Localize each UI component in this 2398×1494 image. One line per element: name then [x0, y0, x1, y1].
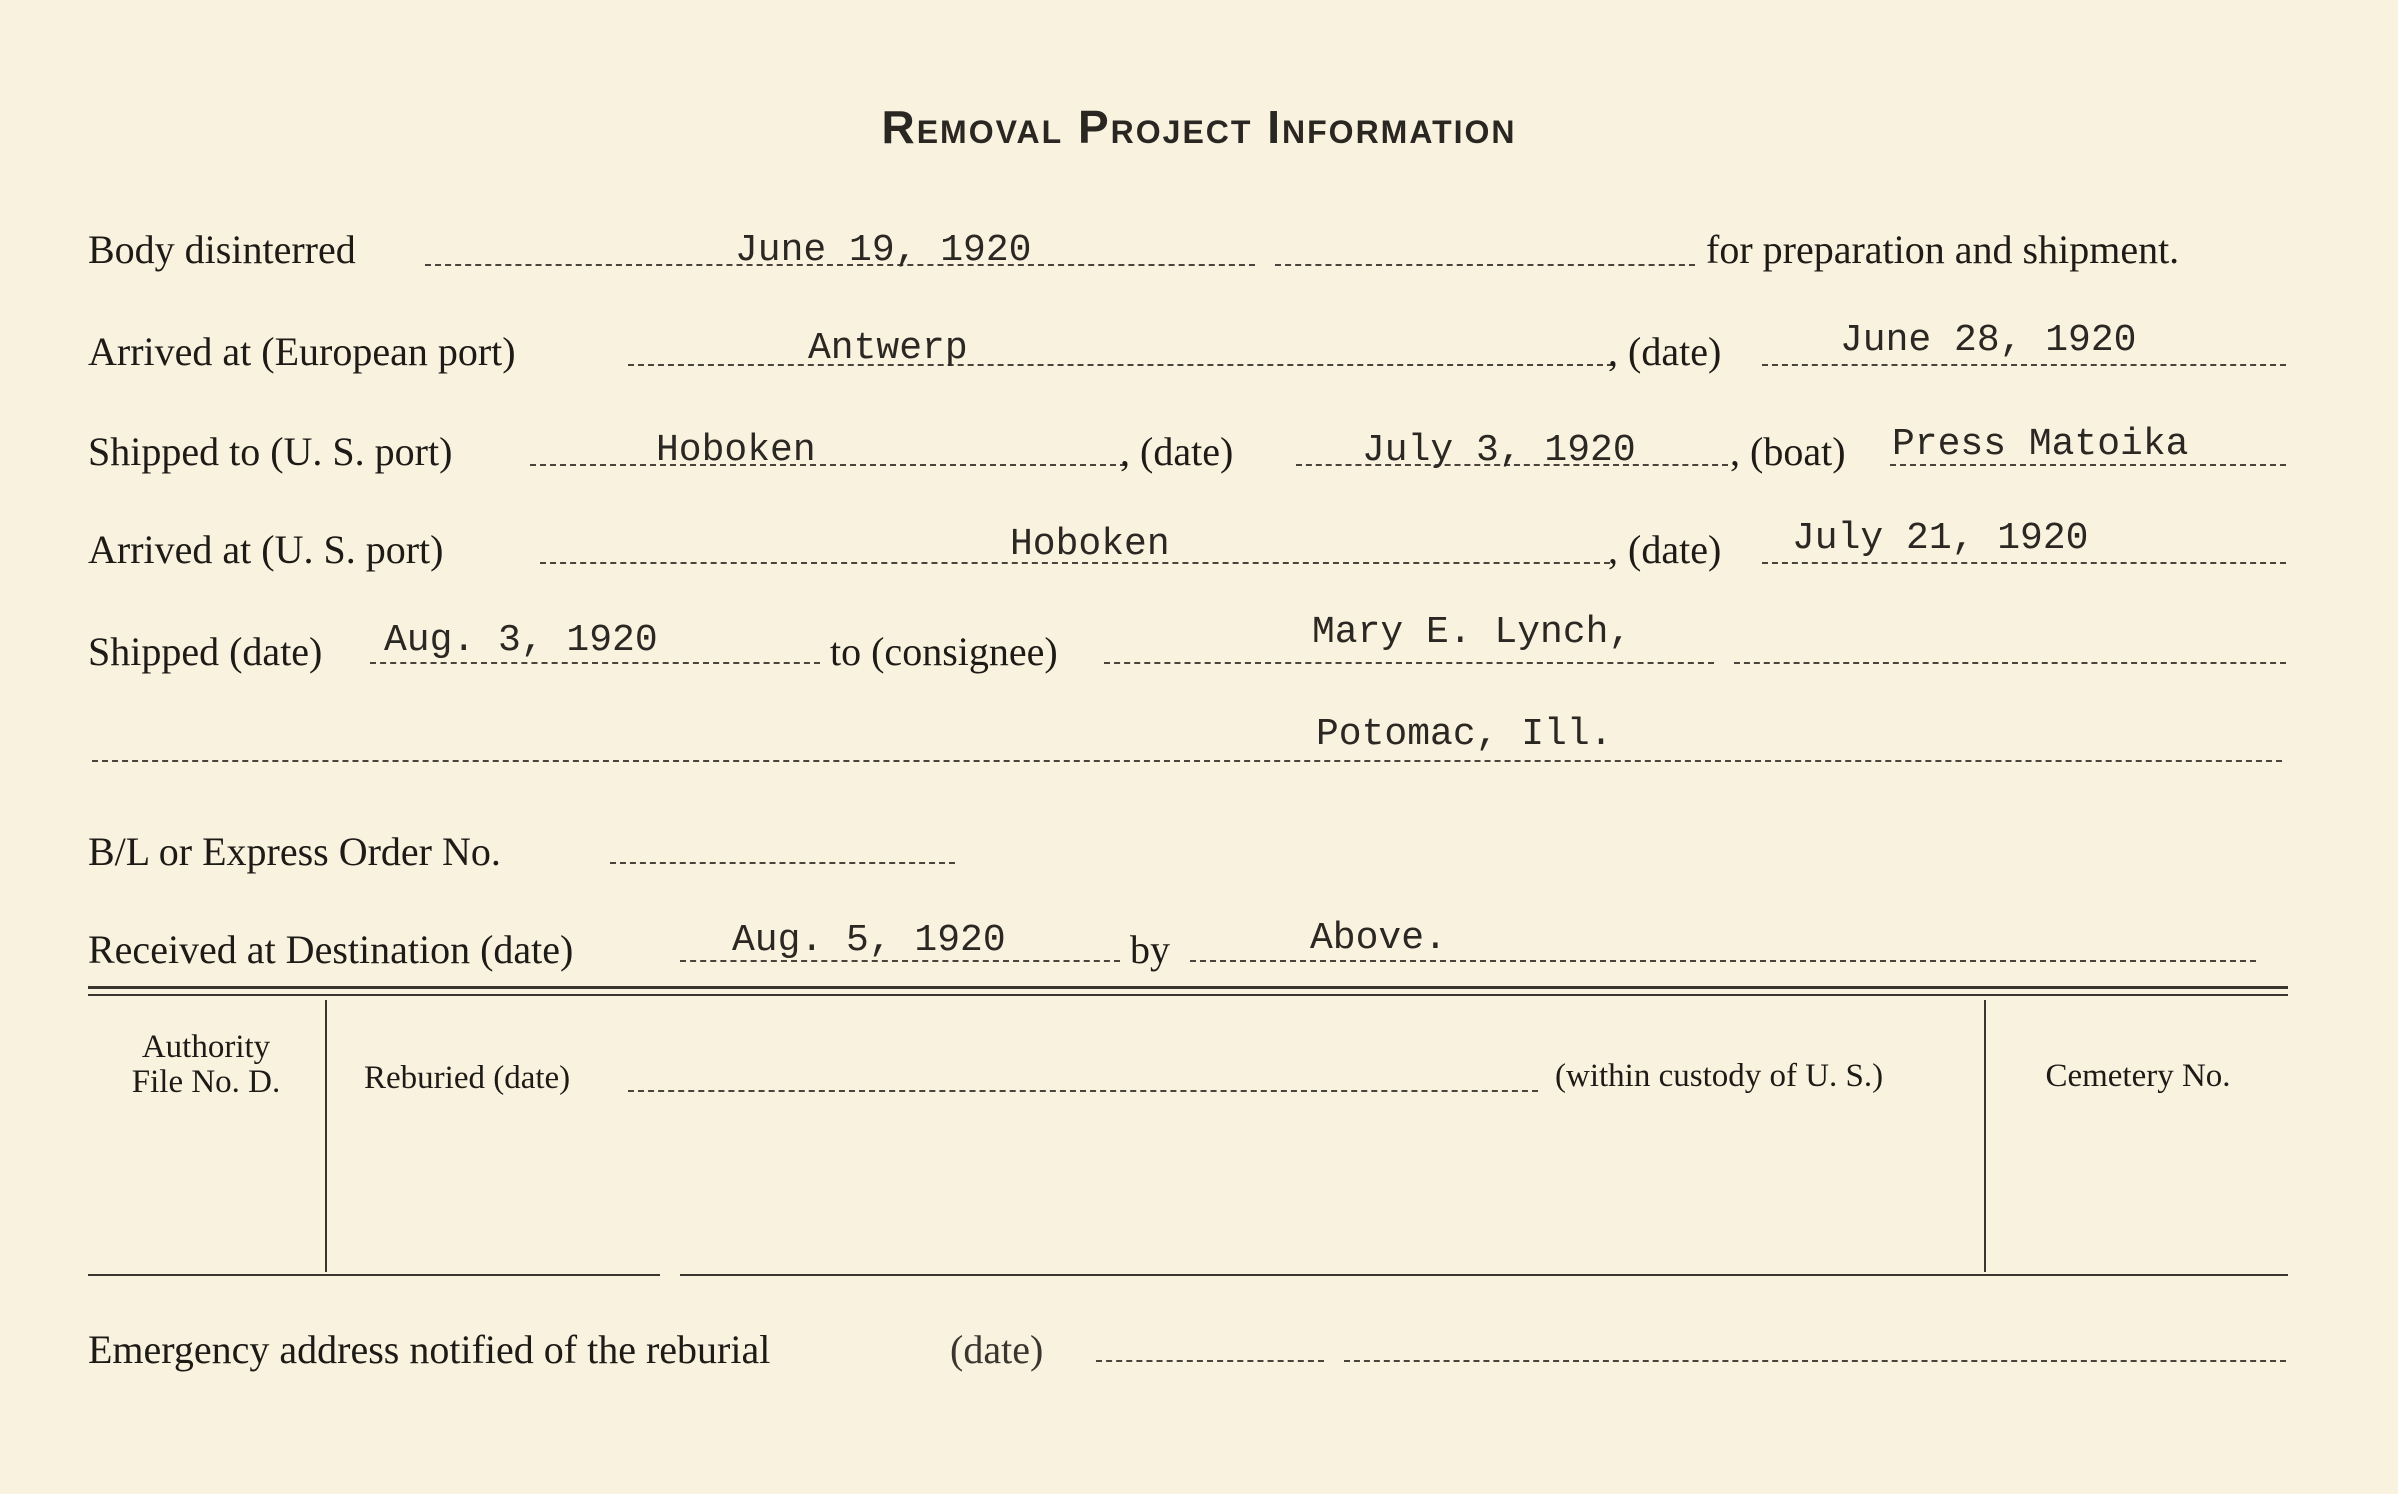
received-value[interactable]: Aug. 5, 1920: [732, 919, 1006, 962]
emergency-label: Emergency address notified of the reburial: [88, 1327, 771, 1372]
received-by-label: by: [1130, 927, 1170, 972]
disinterred-line-2: [1275, 264, 1695, 266]
arrived-european-date-label: , (date): [1608, 329, 1722, 374]
reburied-label: Reburied (date): [364, 1060, 571, 1096]
arrived-european-date-line: [1762, 364, 2286, 366]
box-divider-right: [1984, 1000, 1986, 1272]
emergency-line-2: [1344, 1360, 2286, 1362]
arrived-european-value[interactable]: Antwerp: [808, 327, 968, 370]
emergency-date-label: (date): [950, 1327, 1044, 1372]
arrived-european-label: Arrived at (European port): [88, 329, 516, 374]
received-by-value[interactable]: Above.: [1310, 917, 1447, 960]
shipped-date-line: [370, 662, 820, 664]
shipped-us-date-label: , (date): [1120, 429, 1234, 474]
shipped-us-value[interactable]: Hoboken: [656, 429, 816, 472]
box-divider-left: [325, 1000, 327, 1272]
cemetery-label: Cemetery No.: [2045, 1058, 2231, 1094]
reburied-line: [628, 1090, 1538, 1092]
arrived-us-date-label: , (date): [1608, 527, 1722, 572]
disinterred-value[interactable]: June 19, 1920: [735, 229, 1032, 272]
arrived-us-label: Arrived at (U. S. port): [88, 527, 444, 572]
authority-file-box: [92, 1030, 320, 1099]
arrived-european-date-value[interactable]: June 28, 1920: [1840, 319, 2137, 362]
box-bottom-rule-right: [680, 1274, 2288, 1276]
form-title: Removal Project Information: [881, 101, 1517, 153]
double-rule-bottom: [88, 994, 2288, 996]
shipped-us-label: Shipped to (U. S. port): [88, 429, 453, 474]
double-rule-top: [88, 986, 2288, 989]
box-bottom-rule-left: [88, 1274, 660, 1276]
bl-order-label: B/L or Express Order No.: [88, 829, 501, 874]
authority-label: Authority: [141, 1029, 271, 1065]
consignee-line2[interactable]: Potomac, Ill.: [1316, 713, 1613, 756]
bl-order-line: [610, 862, 955, 864]
shipped-date-value[interactable]: Aug. 3, 1920: [384, 619, 658, 662]
arrived-us-date-value[interactable]: July 21, 1920: [1792, 517, 2089, 560]
consignee-address-line: [92, 760, 2282, 762]
disinterred-suffix: for preparation and shipment.: [1706, 227, 2180, 272]
arrived-european-line: [628, 364, 1613, 366]
custody-label: (within custody of U. S.): [1555, 1058, 1884, 1094]
shipped-us-date-value[interactable]: July 3, 1920: [1362, 429, 1636, 472]
arrived-us-date-line: [1762, 562, 2286, 564]
shipped-date-label: Shipped (date): [88, 629, 323, 674]
arrived-us-value[interactable]: Hoboken: [1010, 523, 1170, 566]
consignee-line-2: [1734, 662, 2286, 664]
received-label: Received at Destination (date): [88, 927, 574, 972]
consignee-label: to (consignee): [830, 629, 1058, 674]
disinterred-label: Body disinterred: [88, 227, 356, 272]
shipped-us-line: [530, 464, 1126, 466]
received-by-line: [1190, 960, 2256, 962]
consignee-line: [1104, 662, 1714, 664]
authority-file-label: File No. D.: [131, 1063, 281, 1100]
emergency-line: [1096, 1360, 1324, 1362]
shipped-us-boat-value[interactable]: Press Matoika: [1892, 423, 2189, 466]
consignee-line1[interactable]: Mary E. Lynch,: [1312, 611, 1632, 654]
shipped-us-boat-label: , (boat): [1730, 429, 1846, 474]
